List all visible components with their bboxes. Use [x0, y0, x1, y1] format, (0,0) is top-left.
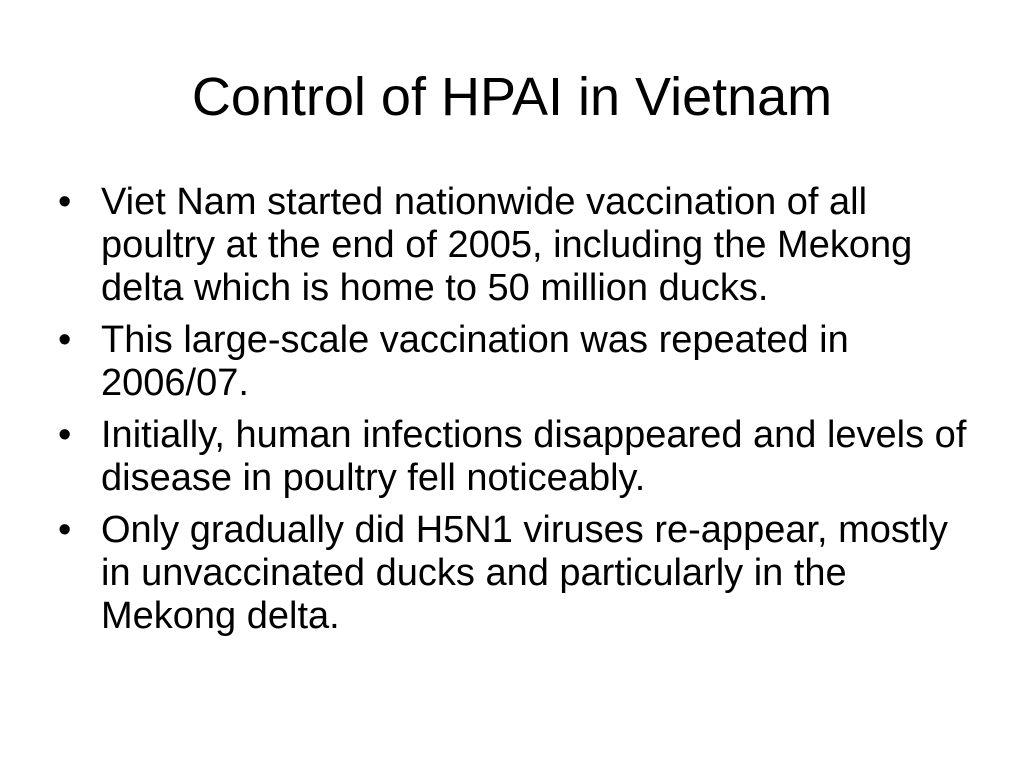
bullet-item: [58, 181, 978, 310]
bullet-list: [58, 181, 978, 647]
bullet-text: Only gradually did H5N1 viruses re-appear, mostly in unvaccinated ducks and particularly in the Mekong delta.: [101, 509, 948, 637]
bullet-marker: •: [58, 319, 72, 361]
bullet-marker: •: [58, 509, 72, 551]
bullet-marker: •: [58, 414, 72, 456]
bullet-item: [58, 414, 978, 500]
bullet-item: [58, 319, 978, 405]
bullet-item: [58, 509, 978, 638]
slide-title: Control of HPAI in Vietnam: [191, 67, 833, 127]
bullet-text: This large-scale vaccination was repeated in 2006/07.: [101, 319, 849, 404]
bullet-text: Viet Nam started nationwide vaccination of all poultry at the end of 2005, including the Mekong delta which is home to 50 million ducks.: [101, 181, 913, 309]
bullet-text: Initially, human infections disappeared and levels of disease in poultry fell noticeably.: [101, 414, 967, 499]
bullet-marker: •: [58, 181, 72, 223]
